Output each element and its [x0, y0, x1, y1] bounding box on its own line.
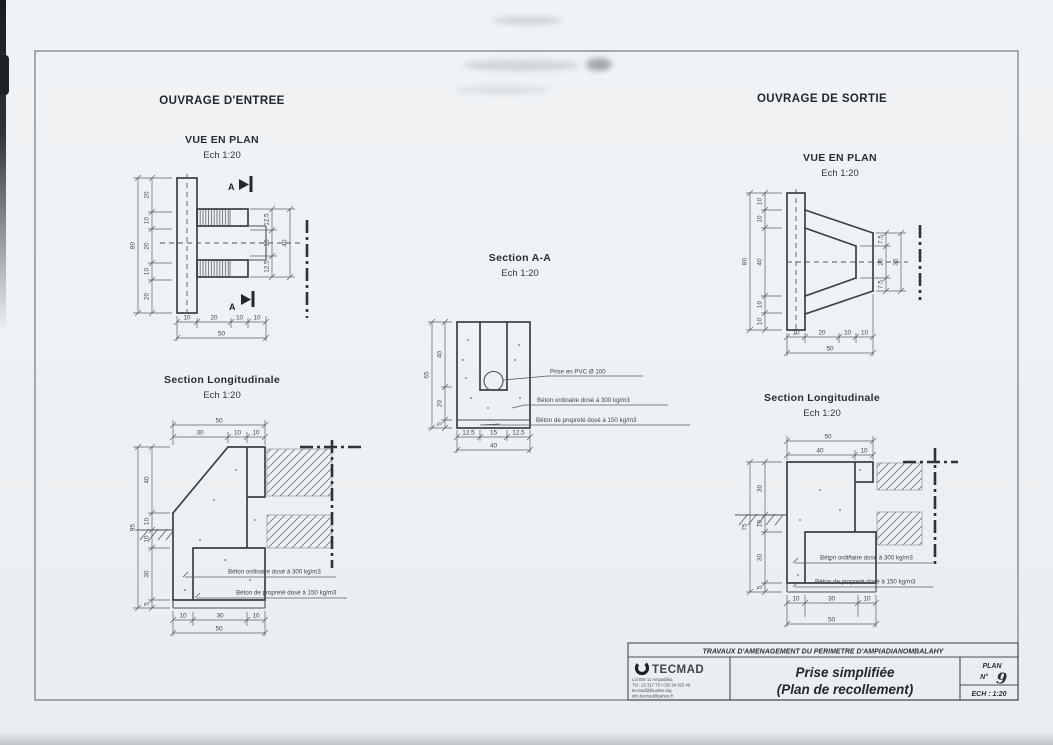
svg-text:15: 15 — [263, 239, 271, 247]
svg-text:12.5: 12.5 — [263, 260, 271, 273]
svg-text:40: 40 — [436, 350, 444, 359]
svg-text:12.5: 12.5 — [512, 429, 525, 437]
svg-text:10: 10 — [756, 519, 764, 528]
section-cut-marker-top — [228, 176, 251, 192]
svg-text:20: 20 — [143, 191, 151, 199]
svg-text:30: 30 — [216, 612, 224, 620]
exit-plan-view — [742, 189, 921, 356]
svg-text:20: 20 — [143, 242, 151, 250]
svg-text:30: 30 — [196, 429, 204, 437]
svg-text:10: 10 — [143, 535, 151, 543]
svg-text:10: 10 — [143, 517, 151, 526]
plan-no-prefix: N° — [980, 674, 988, 681]
entrance-note-concrete2: Béton de propreté dosé à 150 kg/m3 — [236, 589, 337, 597]
svg-text:40: 40 — [756, 258, 764, 266]
svg-text:15: 15 — [489, 429, 498, 437]
concrete-speckles — [462, 339, 521, 409]
label-pvc-pipe: Prise en PVC Ø 100 — [550, 368, 606, 376]
svg-text:A: A — [228, 182, 235, 192]
svg-text:A: A — [229, 302, 236, 312]
exit-section-scale: Ech 1:20 — [803, 408, 841, 419]
svg-text:10: 10 — [143, 267, 151, 276]
project-title: TRAVAUX D'AMENAGEMENT DU PERIMETRE D'AMPIADIANOMBALAHY — [702, 648, 944, 656]
exit-note-concrete1: Béton ordinaire dosé à 300 kg/m3 — [820, 554, 913, 562]
entrance-title: OUVRAGE D'ENTREE — [159, 95, 285, 107]
doc-title: Prise simplifiée — [795, 665, 895, 680]
svg-text:10: 10 — [863, 595, 871, 603]
svg-text:50: 50 — [215, 417, 223, 425]
plan-label: PLAN — [982, 663, 1002, 670]
svg-text:10: 10 — [756, 215, 764, 223]
svg-text:10: 10 — [253, 314, 261, 322]
svg-text:50: 50 — [217, 330, 226, 338]
entrance-section-view — [130, 418, 366, 637]
svg-text:10: 10 — [179, 612, 187, 620]
svg-text:80: 80 — [129, 241, 137, 250]
svg-text:7.5: 7.5 — [877, 280, 885, 289]
svg-text:50: 50 — [215, 625, 223, 633]
svg-text:12.5: 12.5 — [462, 429, 475, 437]
entrance-note-concrete1: Béton ordinaire dosé à 300 kg/m3 — [228, 568, 321, 576]
svg-text:10: 10 — [143, 216, 151, 225]
svg-text:5: 5 — [436, 422, 444, 426]
scale-label: ECH : 1:20 — [971, 691, 1007, 698]
svg-text:40: 40 — [816, 447, 824, 455]
svg-text:20: 20 — [210, 314, 218, 322]
svg-text:12.5: 12.5 — [263, 213, 271, 226]
svg-text:50: 50 — [826, 345, 834, 353]
svg-text:10: 10 — [252, 429, 260, 437]
section-aa-view — [424, 252, 691, 453]
svg-text:20: 20 — [143, 292, 151, 301]
svg-text:95: 95 — [129, 523, 137, 532]
svg-text:10: 10 — [792, 595, 800, 603]
scan-shadow — [0, 731, 1053, 745]
exit-note-concrete2: Béton de propreté dosé à 150 kg/m3 — [815, 578, 916, 586]
entrance-plan-title: VUE EN PLAN — [185, 134, 259, 146]
svg-text:10: 10 — [843, 329, 852, 337]
svg-text:40: 40 — [143, 476, 151, 484]
svg-text:30: 30 — [756, 553, 764, 562]
svg-text:10: 10 — [252, 612, 260, 620]
svg-text:10: 10 — [860, 329, 869, 337]
svg-text:50: 50 — [827, 616, 836, 624]
exit-section-view — [735, 434, 958, 628]
section-aa-scale: Ech 1:20 — [501, 268, 539, 279]
svg-text:75: 75 — [741, 523, 749, 531]
svg-text:10: 10 — [756, 300, 764, 309]
svg-text:10: 10 — [235, 314, 244, 322]
company-address-3: tecmad@blueline.mg — [632, 688, 672, 693]
label-concrete1: Béton ordinaire dosé à 300 kg/m3 — [537, 397, 630, 404]
svg-text:10: 10 — [756, 317, 764, 326]
svg-text:5: 5 — [143, 602, 151, 606]
tecmad-logo-icon — [634, 660, 649, 675]
exit-structure — [735, 93, 958, 627]
svg-text:50: 50 — [824, 433, 832, 441]
exit-title: OUVRAGE DE SORTIE — [756, 93, 888, 105]
entrance-section-title: Section Longitudinale — [164, 374, 280, 386]
svg-text:80: 80 — [741, 257, 749, 266]
exit-plan-title: VUE EN PLAN — [803, 152, 877, 164]
plan-no-handwritten: 9 — [995, 669, 1008, 689]
svg-text:30: 30 — [756, 484, 764, 493]
title-block — [628, 643, 1018, 700]
svg-text:30: 30 — [143, 570, 151, 578]
exit-plan-scale: Ech 1:20 — [821, 168, 859, 179]
svg-text:30: 30 — [827, 595, 836, 603]
svg-text:7.5: 7.5 — [877, 235, 885, 244]
exit-section-title: Section Longitudinale — [764, 392, 880, 404]
svg-text:35: 35 — [892, 258, 900, 266]
svg-text:20: 20 — [818, 329, 826, 337]
svg-text:10: 10 — [756, 197, 764, 206]
pvc-pipe-circle — [484, 372, 503, 391]
svg-text:40: 40 — [489, 442, 498, 450]
svg-text:10: 10 — [860, 447, 868, 455]
label-concrete2: Béton de propreté dosé à 150 kg/m3 — [536, 417, 637, 424]
section-cut-marker-bottom — [229, 291, 253, 312]
entrance-section-scale: Ech 1:20 — [203, 390, 241, 401]
svg-text:40: 40 — [281, 239, 289, 247]
svg-text:5: 5 — [756, 585, 764, 590]
svg-text:20: 20 — [436, 399, 444, 408]
company-address-4: info.tecmad@yahoo.fr — [632, 693, 674, 699]
svg-text:10: 10 — [183, 314, 191, 322]
company-address-1: Lot BW 11 Ampasilika — [632, 677, 673, 682]
entrance-structure — [130, 95, 366, 636]
svg-text:10: 10 — [792, 329, 800, 337]
company-name: TECMAD — [652, 664, 705, 676]
doc-subtitle: (Plan de recollement) — [776, 682, 914, 697]
svg-text:20: 20 — [877, 258, 885, 266]
entrance-plan-view — [130, 174, 308, 341]
section-aa-title: Section A-A — [488, 252, 552, 264]
svg-text:10: 10 — [233, 429, 242, 437]
entrance-plan-scale: Ech 1:20 — [203, 150, 241, 161]
company-address-2: Tél : 22 317 75 / 032 04 923 49 — [632, 682, 691, 688]
svg-text:65: 65 — [423, 371, 431, 379]
